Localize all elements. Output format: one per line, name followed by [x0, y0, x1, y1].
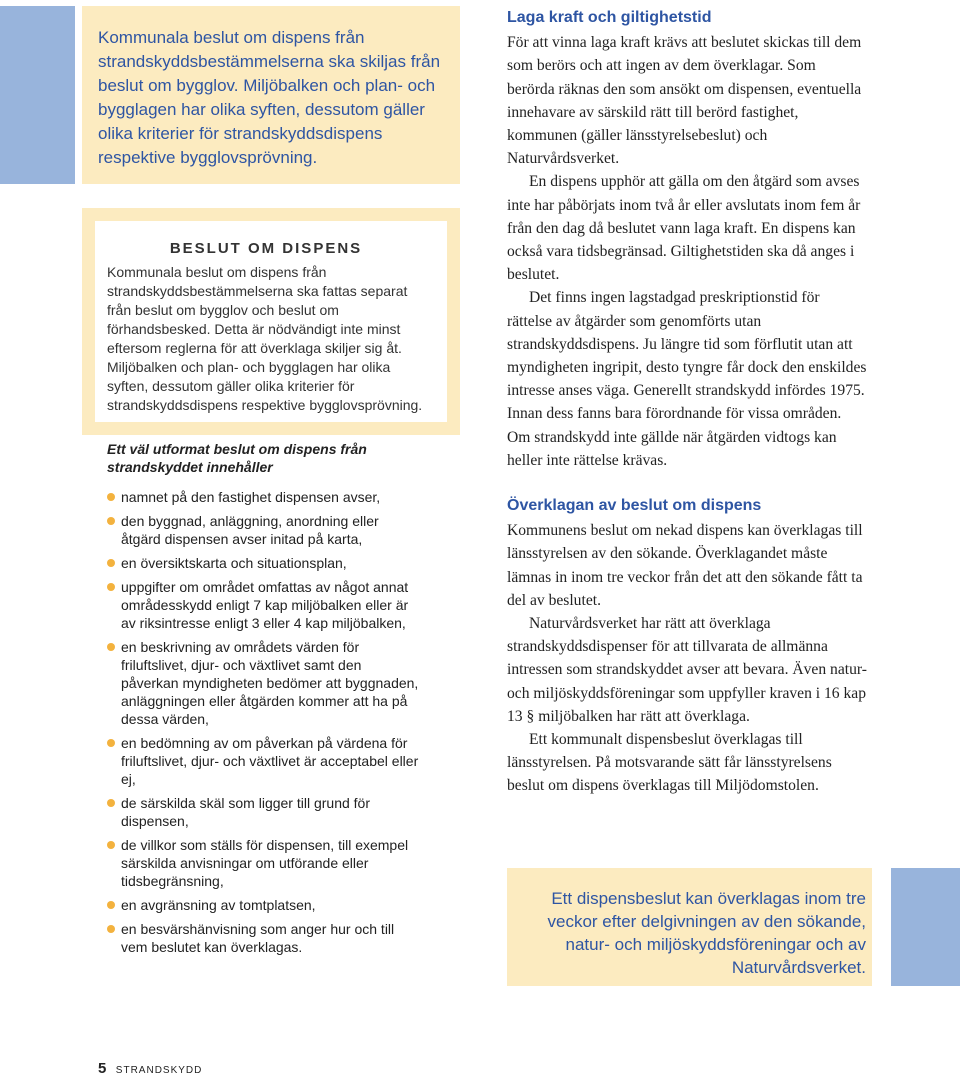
checklist-items — [107, 488, 422, 956]
list-item-text: uppgifter om området omfattas av något annat områdesskydd enligt 7 kap miljöbalken eller är av riksintresse enligt 3 eller 4 kap miljöbalken, — [121, 579, 409, 631]
top-callout — [82, 6, 460, 184]
section-heading: Laga kraft och giltighetstid — [507, 9, 712, 26]
list-item-text: en översiktskarta och situationsplan, — [121, 555, 347, 571]
page-footer — [98, 1060, 202, 1078]
bullet-icon — [107, 799, 115, 807]
list-item — [107, 794, 422, 830]
list-item — [107, 554, 422, 572]
list-item-text: namnet på den fastighet dispensen avser, — [121, 489, 381, 505]
list-item-text: en bedömning av om påverkan på värdena för friluftslivet, djur- och växtlivet är acceptabel eller ej, — [121, 735, 419, 787]
list-item — [107, 836, 422, 890]
bottom-callout — [507, 868, 872, 986]
paragraph: För att vinna laga kraft krävs att beslutet skickas till dem som berörs och att ingen av dem överklagar. Som berörda räknas den som ansökt om dispensen, eventuella innehavare av särskild rätt till berörd fastighet, kommunen (gäller länsstyrelsebeslut) och Naturvårdsverket. — [507, 34, 862, 168]
paragraph: Naturvårdsverket har rätt att överklaga strandskyddsdispenser för att tillvarata de allmänna intressen som strandskyddet avser att bevara. Även natur- och miljöskyddsföreningar som uppfyller kraven i 16 kap 13 § miljöbalken har rätt att överklaga. — [507, 615, 867, 725]
paragraph: Det finns ingen lagstadgad preskriptionstid för rättelse av åtgärder som genomförts utan strandskyddsdispens. Ju längre tid som förflutit utan att myndigheten ingripit, desto tyngre får dock den enskildes intresse anses väga. Generellt strandskydd infördes 1975. Innan dess fanns bara förordnande för vissa områden. Om strandskydd inte gällde när åtgärden vidtogs kan heller inte rättelse krävas. — [507, 289, 867, 469]
bottom-callout-text: Ett dispensbeslut kan överklagas inom tre veckor efter delgivningen av den sökande, natur- och miljöskyddsföreningar och av Naturvårdsverket. — [547, 889, 866, 977]
list-item-text: de särskilda skäl som ligger till grund för dispensen, — [121, 795, 370, 829]
right-margin-bar — [891, 868, 960, 986]
list-item-text: de villkor som ställs för dispensen, till exempel särskilda anvisningar om utförande eller tidsbegränsning, — [121, 837, 409, 889]
top-callout-text: Kommunala beslut om dispens från strandskyddsbestämmelserna ska skiljas från beslut om bygglov. Miljöbalken och plan- och bygglagen har olika syften, dessutom gäller olika kriterier för strandskyddsdispens respektive bygglovsprövning. — [98, 28, 441, 167]
bullet-icon — [107, 517, 115, 525]
bullet-icon — [107, 583, 115, 591]
list-item-text: en avgränsning av tomtplatsen, — [121, 897, 316, 913]
bullet-icon — [107, 841, 115, 849]
paragraph: En dispens upphör att gälla om den åtgärd som avses inte har påbörjats inom två år eller avslutats inom fem år från den dag då beslutet vann laga kraft. En dispens kan också vara tidsbegränsad. Giltighetstiden ska då anges i beslutet. — [507, 173, 861, 284]
bullet-icon — [107, 643, 115, 651]
list-item-text: den byggnad, anläggning, anordning eller åtgärd dispensen avser initad på karta, — [121, 513, 379, 547]
bullet-icon — [107, 739, 115, 747]
info-box-heading: BESLUT OM DISPENS — [169, 240, 363, 257]
checklist-intro: Ett väl utformat beslut om dispens från strandskyddet innehåller — [107, 441, 367, 475]
info-box-text: Kommunala beslut om dispens från strandskyddsbestämmelserna ska fattas separat från beslut om bygglov och beslut om förhandsbesked. Detta är nödvändigt inte minst eftersom reglerna för att överklaga skiljer sig åt. Miljöbalken och plan- och bygglagen har olika syften, dessutom gäller olika kriterier för strandskyddsdispens respektive bygglovsprövning. — [107, 264, 423, 413]
paragraph: Kommunens beslut om nekad dispens kan överklagas till länsstyrelsen av den sökande. Överklagandet måste lämnas in inom tre veckor från det att den sökande fått ta del av beslutet. — [507, 522, 863, 609]
section-heading: Överklagan av beslut om dispens — [507, 497, 762, 514]
page-number: 5 — [98, 1060, 107, 1077]
checklist — [107, 440, 422, 962]
list-item-text: en beskrivning av områdets värden för friluftslivet, djur- och växtlivet samt den påverkan myndigheten bedömer att byggnaden, anläggningen eller åtgärden kommer att ha på dessa värden, — [121, 639, 419, 727]
list-item — [107, 488, 422, 506]
footer-label: STRANDSKYDD — [115, 1065, 203, 1076]
list-item — [107, 734, 422, 788]
bullet-icon — [107, 493, 115, 501]
section-laga-kraft — [507, 6, 867, 472]
bullet-icon — [107, 901, 115, 909]
paragraph: Ett kommunalt dispensbeslut överklagas till länsstyrelsen. På motsvarande sätt får länsstyrelsens beslut om dispens överklagas till Miljödomstolen. — [507, 731, 832, 795]
section-overklagan — [507, 494, 867, 798]
bullet-icon — [107, 925, 115, 933]
list-item-text: en besvärshänvisning som anger hur och till vem beslutet kan överklagas. — [121, 921, 395, 955]
info-box — [107, 240, 425, 415]
list-item — [107, 512, 422, 548]
left-margin-bar — [0, 6, 75, 184]
bullet-icon — [107, 559, 115, 567]
list-item — [107, 896, 422, 914]
list-item — [107, 578, 422, 632]
list-item — [107, 920, 422, 956]
list-item — [107, 638, 422, 728]
